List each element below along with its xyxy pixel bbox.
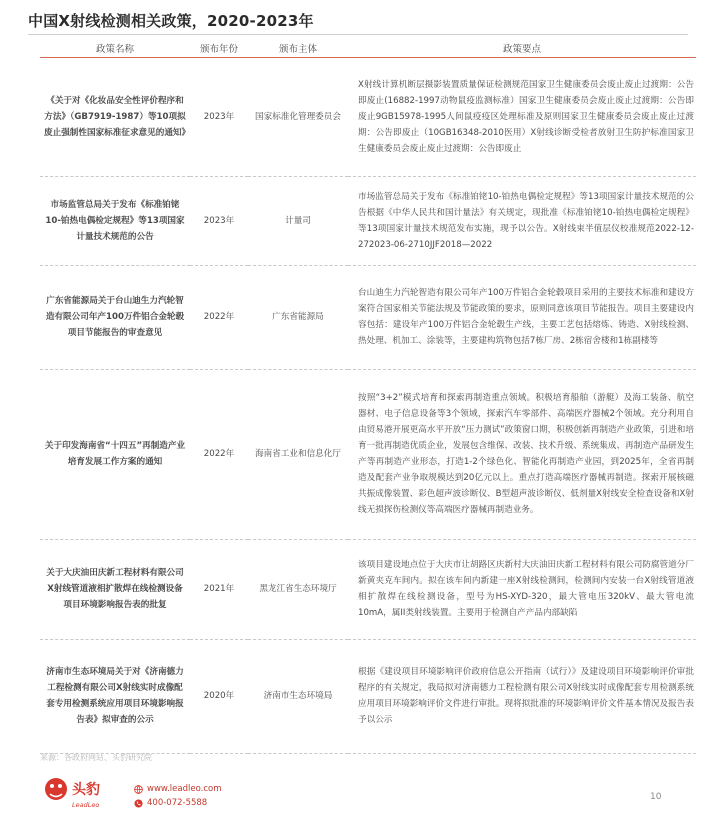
issuer-cell: 海南省工业和信息化厅	[248, 369, 348, 539]
issuer-cell: 广东省能源局	[248, 265, 348, 369]
leadleo-logo	[42, 772, 132, 812]
year-cell: 2023年	[190, 176, 248, 265]
policy-name-cell: 济南市生态环境局关于对《济南德力工程检测有限公司X射线实时成像配套专用检测系统应用项目环境影响报告表》拟审查的公示	[40, 639, 190, 753]
issuer-cell: 黑龙江省生态环境厅	[248, 539, 348, 639]
issuer-cell: 计量司	[248, 176, 348, 265]
policy-name-cell: 关于印发海南省“十四五”再制造产业培育发展工作方案的通知	[40, 369, 190, 539]
table-row	[40, 176, 696, 265]
phone-icon	[134, 799, 143, 808]
globe-icon	[134, 785, 143, 794]
key-points-cell: 该项目建设地点位于大庆市让胡路区庆新村大庆油田庆新工程材料有限公司防腐管道分厂新黄夹克车间内。拟在该车间内新建一座X射线检测间，检测间内安装一台X射线管道液相扩散焊在线检测设备，型号为HS-XYD-320，最大管电压320kV、最大管电流10mA，属II类射线装置。主要用于检测自产产品内部缺陷	[348, 539, 696, 639]
page-number: 10	[650, 792, 662, 802]
policy-table	[40, 40, 696, 754]
year-cell: 2023年	[190, 57, 248, 176]
table-row	[40, 539, 696, 639]
year-cell: 2020年	[190, 639, 248, 753]
brand-name-cn: 头豹	[72, 782, 100, 798]
policy-name-cell: 广东省能源局关于台山迪生力汽轮智造有限公司年产100万件铝合金轮毂项目节能报告的审查意见	[40, 265, 190, 369]
key-points-cell: 按照“3+2”模式培育和探索再制造重点领域。积极培育船舶（游艇）及海工装备、航空器材、电子信息设备等3个领域，探索汽车零部件、高端医疗器械2个领域。充分利用自由贸易港开展更高水平开放“压力测试”政策窗口期，积极创新再制造产业政策，引进和培育一批再制造优质企业，发展包含维保、改装、技术升级、系统集成、再制造产品研发生产等再制造产业形态，打造1-2个绿色化、智能化再制造产业园，到2025年，全省再制造及配套产业争取规模达到20亿元以上。重点打造高端医疗器械再制造。探索开展核磁共振成像装置、彩色超声波诊断仪、B型超声波诊断仪、低剂量X射线安全检查设备和X射线无损探伤检测仪等高端医疗器械再制造业务。	[348, 369, 696, 539]
phone-number: 400-072-5588	[147, 798, 208, 808]
year-cell: 2022年	[190, 369, 248, 539]
brand-name-en: LeadLeo	[72, 801, 100, 809]
website-link[interactable]: www.leadleo.com	[147, 784, 222, 794]
table-header-row	[40, 40, 696, 57]
policy-name-cell: 《关于对《化妆品安全性评价程序和方法》（GB7919-1987）等10项拟废止强制性国家标准征求意见的通知》	[40, 57, 190, 176]
page-title: 中国X射线检测相关政策，2020-2023年	[28, 12, 314, 30]
header-year: 颁布年份	[190, 40, 248, 57]
issuer-cell: 济南市生态环境局	[248, 639, 348, 753]
source-note: 来源：各政府网站、头豹研究院	[40, 753, 152, 762]
website-row	[134, 782, 221, 796]
table-row	[40, 57, 696, 176]
header-issuer: 颁布主体	[248, 40, 348, 57]
phone-row	[134, 796, 221, 810]
key-points-cell: 根据《建设项目环境影响评价政府信息公开指南（试行）》及建设项目环境影响评价审批程序的有关规定，我局拟对济南德力工程检测有限公司X射线实时成像配套专用检测系统应用项目环境影响评价文件进行审批。现将拟批准的环境影响评价文件基本情况及报告表予以公示	[348, 639, 696, 753]
year-cell: 2022年	[190, 265, 248, 369]
table-row	[40, 639, 696, 753]
table-row	[40, 369, 696, 539]
contact-info	[134, 782, 221, 810]
table-row	[40, 265, 696, 369]
key-points-cell: 台山迪生力汽轮智造有限公司年产100万件铝合金轮毂项目采用的主要技术标准和建设方案符合国家相关节能法规及节能政策的要求，原则同意该项目节能报告。项目主要建设内容包括：建设年产100万件铝合金轮毂生产线，主要工艺包括熔炼、铸造、X射线检测、热处理、机加工、涂装等，主要建构筑物包括7栋厂房、2栋宿舍楼和1栋副楼等	[348, 265, 696, 369]
policy-name-cell: 关于大庆油田庆新工程材料有限公司X射线管道液相扩散焊在线检测设备项目环境影响报告表的批复	[40, 539, 190, 639]
key-points-cell: X射线计算机断层摄影装置质量保证检测规范国家卫生健康委员会废止废止过渡期：公告即废止(16882-1997动物鼠疫监测标准）国家卫生健康委员会废止废止过渡期：公告即废止9GB15978-1995人间鼠疫疫区处理标准及原则国家卫生健康委员会废止废止过渡期：公告即废止（10GB16348-2010医用）X射线诊断受检者放射卫生防护标准国家卫生健康委员会废止废止过渡期：公告即废止	[348, 57, 696, 176]
header-key-points: 政策要点	[348, 40, 696, 57]
header-policy-name: 政策名称	[40, 40, 190, 57]
title-divider	[28, 34, 688, 35]
year-cell: 2021年	[190, 539, 248, 639]
policy-name-cell: 市场监管总局关于发布《标准铂铑10-铂热电偶检定规程》等13项国家计量技术规范的公告	[40, 176, 190, 265]
key-points-cell: 市场监管总局关于发布《标准铂铑10-铂热电偶检定规程》等13项国家计量技术规范的公告根据《中华人民共和国计量法》有关规定，现批准《标准铂铑10-铂热电偶检定规程》等13项国家计量技术规范发布实施，现予以公告。X射线束半值层仪校准规范2022-12-272023-06-2710JJF2018—2022	[348, 176, 696, 265]
issuer-cell: 国家标准化管理委员会	[248, 57, 348, 176]
